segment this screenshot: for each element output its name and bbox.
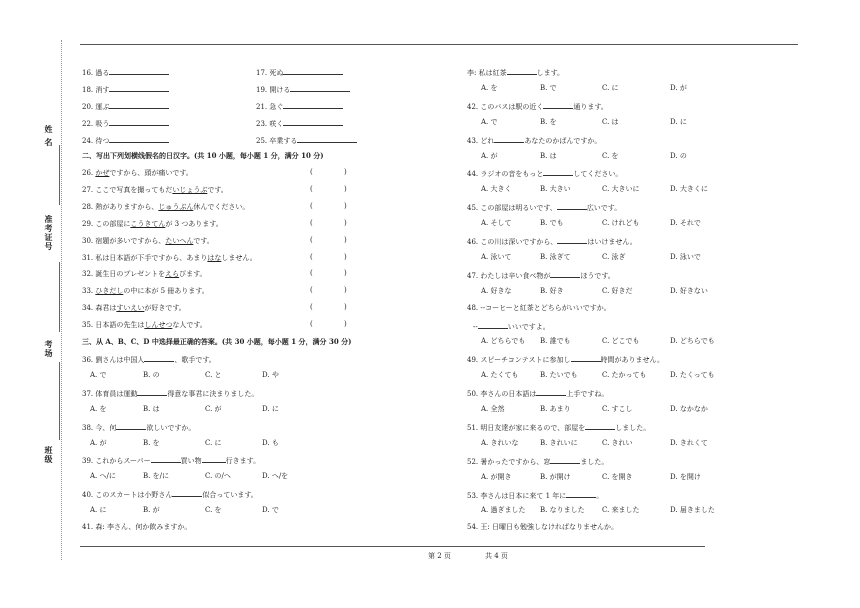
page-total: 共 4 页 [485, 552, 508, 560]
answer-option[interactable]: C. 好きだ [602, 286, 633, 295]
answer-option[interactable]: C. どこでも [602, 337, 640, 346]
answer-option[interactable]: A. を [481, 83, 498, 92]
paren-open: ( [310, 286, 313, 295]
answer-option[interactable]: B. は [540, 151, 557, 160]
underlined-kana: しんせつ [144, 321, 173, 330]
answer-blank[interactable] [550, 455, 580, 464]
answer-option[interactable]: C. きれい [602, 438, 633, 447]
vocab-item [82, 100, 169, 112]
answer-blank[interactable] [144, 353, 174, 362]
answer-option[interactable]: D. へ/を [262, 472, 289, 481]
answer-option[interactable]: B. で [540, 83, 557, 92]
answer-option[interactable]: A. で [90, 370, 107, 379]
question-text: はいけません。 [587, 238, 637, 246]
vocab-word: 23. 咲く [256, 119, 284, 128]
answer-option[interactable]: D. たくっても [670, 371, 715, 380]
vocab-item [82, 134, 169, 146]
question-text: 欲しいですか。 [146, 423, 196, 432]
exam-room-label: 考场 [44, 340, 54, 358]
answer-option[interactable]: B. が開け [540, 472, 571, 481]
question-text: 30. 宿題が多いですから、 [82, 236, 166, 245]
kanji-question [82, 219, 223, 229]
paren-open: ( [310, 303, 313, 312]
paren-open: ( [310, 252, 313, 261]
section2-header: 二、写出下列划横线假名的日汉字。(共 10 小题，每小题 1 分，满分 10 分) [82, 151, 324, 160]
question-text: しません。 [221, 253, 257, 262]
question-stem [467, 421, 650, 433]
underlined-kana: いじょうぶ [172, 185, 208, 194]
answer-blank[interactable] [290, 83, 350, 92]
answer-option[interactable]: C. に [205, 438, 222, 447]
answer-option[interactable]: B. の [143, 370, 160, 379]
question-stem [82, 353, 216, 365]
answer-blank[interactable] [137, 387, 167, 396]
question-text: の中に本が 5 冊あります。 [123, 287, 209, 296]
exam-room-field [59, 362, 60, 440]
exam-id-label: 准考证号 [44, 215, 54, 251]
answer-option[interactable]: C. の/へ [205, 472, 231, 481]
question-text: 51. 明日友達が家に来るので、部屋を [467, 423, 586, 432]
vocab-word: 22. 吸う [82, 119, 110, 128]
answer-blank[interactable] [478, 320, 508, 329]
vocab-word: 18. 消す [82, 85, 110, 94]
answer-blank[interactable] [109, 100, 169, 109]
answer-blank[interactable] [543, 167, 573, 176]
question-text: 46. この川は深いですから、 [467, 238, 558, 246]
question-text: 上手ですね。 [566, 390, 609, 399]
question-text: 41. 森: 李さん、何か飲みますか。 [82, 523, 192, 531]
answer-option[interactable]: C. すこし [602, 405, 633, 413]
answer-option[interactable]: B. を/に [143, 472, 169, 481]
exam-id-field [59, 262, 60, 332]
question-stem [82, 387, 258, 399]
answer-option[interactable]: D. どちらでも [670, 337, 715, 346]
answer-option[interactable]: A. きれいな [481, 438, 519, 447]
kanji-question [82, 303, 186, 313]
answer-option[interactable]: A. 全然 [481, 405, 505, 413]
question-text: 37. 体育員は運動 [82, 389, 138, 398]
question-stem [467, 167, 622, 179]
paren-close: ) [344, 303, 347, 312]
paren-close: ) [344, 201, 347, 210]
question-stem [467, 387, 608, 399]
question-text: 、歌手です。 [174, 356, 216, 364]
kanji-question [82, 320, 207, 330]
underlined-kana: すいえい [116, 304, 145, 313]
answer-blank[interactable] [151, 454, 181, 463]
question-text: 36. 劉さんは中国人 [82, 356, 145, 364]
vocab-item [256, 66, 343, 78]
kanji-question [82, 253, 257, 263]
question-stem [82, 522, 191, 532]
question-text: -- [473, 322, 478, 331]
answer-option[interactable]: C. 泳ぎ [602, 252, 626, 261]
answer-option[interactable]: B. 好き [540, 286, 564, 295]
paren-close: ) [344, 235, 347, 244]
answer-option[interactable]: A. どちらでも [481, 337, 526, 346]
vocab-item [256, 83, 350, 95]
answer-blank[interactable] [494, 134, 524, 143]
question-text: 26. [82, 169, 96, 177]
vocab-word: 17. 死ぬ [256, 69, 284, 77]
answer-option[interactable]: D. 大きくに [670, 185, 708, 194]
question-stem [467, 353, 664, 365]
question-text: 34. 森君は [82, 304, 117, 313]
vocab-word: 24. 待つ [82, 136, 110, 145]
paren-open: ( [310, 201, 313, 210]
paren-close: ) [344, 320, 347, 329]
question-text: です。 [193, 236, 214, 245]
answer-blank[interactable] [557, 235, 587, 244]
question-text: 李: 私は紅茶 [467, 69, 507, 77]
answer-option[interactable]: B. は [143, 404, 160, 413]
answer-option[interactable]: C. を開き [602, 472, 633, 481]
question-text: が好きです。 [144, 304, 186, 313]
paren-open: ( [310, 168, 313, 176]
question-text: 35. 日本語の先生は [82, 321, 145, 330]
answer-option[interactable]: A. で [481, 117, 498, 126]
vocab-word: 20. 運ぶ [82, 102, 110, 111]
question-text: 32. 誕生日のプレゼントを [82, 270, 166, 279]
answer-option[interactable]: B. 泳ぎて [540, 252, 571, 261]
answer-blank[interactable] [109, 83, 169, 92]
paren-open: ( [310, 218, 313, 227]
answer-option[interactable]: A. 泳いて [481, 252, 512, 261]
question-text: 43. どれ [467, 136, 495, 145]
answer-option[interactable]: A. に [90, 506, 107, 515]
paren-open: ( [310, 269, 313, 278]
question-text: 54. 王: 日曜日も勉強しなければなりませんか。 [467, 523, 618, 532]
question-stem [467, 455, 608, 467]
answer-option[interactable]: D. が [670, 83, 687, 92]
question-stem [467, 489, 603, 501]
question-text: 広いです。 [586, 204, 622, 213]
question-text: 休んでください。 [193, 202, 250, 211]
paren-close: ) [344, 168, 347, 176]
answer-option[interactable]: C. と [205, 370, 222, 379]
answer-blank[interactable] [566, 489, 596, 498]
question-text: 買い物 [180, 457, 202, 466]
answer-option[interactable]: B. あまり [540, 405, 571, 413]
answer-option[interactable]: D. きれくて [670, 438, 708, 447]
answer-blank[interactable] [507, 66, 537, 75]
answer-option[interactable]: D. 泳いで [670, 252, 701, 261]
question-text: です。 [207, 185, 228, 194]
question-text: 時間がありません。 [600, 356, 664, 365]
question-text: ました。 [580, 457, 609, 466]
question-text: 行きます。 [225, 457, 261, 466]
question-text: 33. [82, 287, 96, 296]
answer-blank[interactable] [172, 488, 202, 497]
answer-option[interactable]: A. が [481, 151, 498, 160]
question-text: 52. 暑かったですから、窓 [467, 457, 551, 466]
question-text: 似合っています。 [202, 491, 258, 500]
underlined-kana: かぜ [95, 169, 110, 177]
paren-close: ) [344, 269, 347, 278]
answer-option[interactable]: A. 過ぎました [481, 506, 526, 515]
answer-option[interactable]: C. を [602, 151, 619, 160]
question-stem [82, 421, 195, 433]
answer-option[interactable]: D. も [262, 438, 279, 447]
question-text: 31. 私は日本語が下手ですから、あまり [82, 253, 208, 262]
answer-option[interactable]: B. を [540, 117, 557, 126]
question-stem [467, 269, 615, 281]
question-text: 40. このスカートは小野さん [82, 491, 173, 500]
answer-option[interactable]: D. で [262, 506, 279, 515]
answer-option[interactable]: B. きれいに [540, 438, 578, 447]
answer-option[interactable]: D. なかなか [670, 405, 708, 413]
question-stem [467, 201, 621, 213]
answer-option[interactable]: D. を開け [670, 472, 701, 481]
answer-blank[interactable] [109, 117, 169, 126]
question-text: ですから、頭が痛いです。 [109, 169, 193, 177]
top-rule [80, 44, 798, 45]
question-text: 通ります。 [573, 102, 608, 111]
answer-option[interactable]: D. の [670, 151, 687, 160]
answer-blank[interactable] [283, 66, 343, 75]
question-text: ほうです。 [580, 271, 615, 280]
kanji-question [82, 236, 214, 246]
question-text: 42. このバスは駅の近く [467, 102, 544, 111]
paren-open: ( [310, 235, 313, 244]
question-text: が 3 つあります。 [165, 219, 223, 228]
question-stem [467, 522, 618, 532]
question-text: 50. 李さんの日本語は [467, 390, 537, 399]
question-stem [467, 100, 608, 112]
underlined-kana: ひきだし [95, 287, 124, 296]
question-stem [82, 454, 260, 466]
paren-close: ) [344, 286, 347, 295]
answer-blank[interactable] [550, 269, 580, 278]
answer-option[interactable]: D. それで [670, 219, 701, 228]
question-text: 39. これからスーパー [82, 457, 151, 466]
question-text: してください。 [573, 170, 623, 179]
question-text: します。 [536, 69, 565, 77]
question-stem [82, 488, 258, 500]
name-field [59, 145, 60, 205]
answer-option[interactable]: D. に [262, 404, 279, 413]
kanji-question [82, 185, 228, 195]
kanji-question [82, 269, 207, 279]
vocab-item [82, 66, 169, 78]
binding-line [61, 40, 62, 560]
question-text: 48. --コーヒーと紅茶とどちらがいいですか。 [467, 303, 611, 312]
answer-blank[interactable] [109, 134, 169, 143]
answer-option[interactable]: D. や [262, 370, 279, 379]
paren-close: ) [344, 184, 347, 193]
vocab-item [256, 100, 343, 112]
paren-open: ( [310, 320, 313, 329]
answer-option[interactable]: C. は [602, 117, 619, 126]
question-text: 49. スピーチコンテストに参加し [467, 356, 571, 365]
answer-option[interactable]: A. 大きく [481, 185, 512, 194]
question-text: 44. ラジオの音をもっと [467, 170, 544, 179]
answer-option[interactable]: B. でも [540, 219, 564, 228]
paren-close: ) [344, 252, 347, 261]
answer-option[interactable]: C. に [602, 83, 619, 92]
answer-blank[interactable] [202, 454, 226, 463]
answer-blank[interactable] [557, 201, 587, 210]
name-label: 姓 名 [44, 125, 54, 147]
bottom-rule [80, 546, 705, 547]
underlined-kana: じゅうぶん [158, 202, 194, 211]
underlined-kana: えら [165, 270, 180, 279]
answer-blank[interactable] [571, 353, 601, 362]
question-text: 得意な事君に決まりました。 [167, 389, 259, 398]
answer-option[interactable]: B. を [143, 438, 160, 447]
answer-option[interactable]: A. を [90, 404, 107, 413]
underlined-kana: こうきてん [130, 219, 166, 228]
answer-option[interactable]: C. を [205, 506, 222, 515]
answer-option[interactable]: A. たくても [481, 371, 519, 380]
vocab-item [256, 134, 357, 146]
question-stem [467, 235, 637, 247]
answer-blank[interactable] [543, 100, 573, 109]
question-text: 。 [596, 491, 604, 500]
question-text: な人です。 [172, 321, 207, 330]
answer-option[interactable]: B. が [143, 506, 160, 515]
question-stem-line2 [473, 320, 550, 332]
paren-open: ( [310, 184, 313, 193]
answer-option[interactable]: D. 届きました [670, 506, 715, 515]
kanji-question [82, 286, 209, 296]
kanji-question [82, 202, 249, 212]
answer-option[interactable]: C. けれども [602, 219, 640, 228]
answer-option[interactable]: D. に [670, 117, 687, 126]
vocab-item [256, 117, 343, 129]
question-text: 29. この部屋に [82, 219, 131, 228]
answer-blank[interactable] [283, 117, 343, 126]
answer-option[interactable]: C. 大きいに [602, 185, 640, 194]
vocab-word: 21. 急ぐ [256, 102, 284, 111]
answer-option[interactable]: C. たかっても [602, 371, 647, 380]
question-stem [467, 66, 564, 78]
vocab-word: 16. 過る [82, 69, 110, 77]
vocab-item [82, 83, 169, 95]
answer-option[interactable]: B. なりました [540, 506, 585, 515]
page-number: 第 2 页 [428, 552, 451, 560]
kanji-question [82, 168, 193, 178]
answer-option[interactable]: C. 来ました [602, 506, 640, 515]
answer-option[interactable]: B. たいでも [540, 371, 578, 380]
answer-option[interactable]: B. 大きい [540, 185, 571, 194]
answer-blank[interactable] [109, 66, 169, 75]
question-stem [467, 303, 611, 313]
answer-option[interactable]: A. が開き [481, 472, 512, 481]
class-label: 班级 [44, 446, 54, 464]
question-text: いいですよ。 [507, 322, 550, 331]
answer-option[interactable]: A. が [90, 438, 107, 447]
answer-blank[interactable] [297, 134, 357, 143]
answer-blank[interactable] [283, 100, 343, 109]
answer-option[interactable]: D. 好きない [670, 286, 708, 295]
question-text: 27. ここで写真を撮ってもだ [82, 185, 173, 194]
answer-option[interactable]: B. 誰でも [540, 337, 571, 346]
paren-close: ) [344, 218, 347, 227]
question-text: しました。 [615, 423, 651, 432]
vocab-word: 25. 卒業する [256, 136, 298, 145]
answer-option[interactable]: A. 好きな [481, 286, 512, 295]
answer-blank[interactable] [116, 421, 146, 430]
vocab-item [82, 117, 169, 129]
answer-option[interactable]: A. へ/に [90, 472, 116, 481]
answer-blank[interactable] [585, 421, 615, 430]
section3-header: 三、从 A、B、C、D 中选择最正确的答案。(共 30 小题，每小题 1 分，满分 30 分) [82, 337, 352, 346]
question-text: 47. わたしは辛い食べ物が [467, 271, 551, 280]
answer-option[interactable]: A. そして [481, 219, 512, 228]
vocab-word: 19. 開ける [256, 85, 291, 94]
question-text: あなたのかばんですか。 [524, 136, 602, 145]
question-text: 38. 今、何 [82, 423, 117, 432]
question-text: びます。 [179, 270, 207, 279]
question-stem [467, 134, 601, 146]
answer-option[interactable]: C. が [205, 404, 222, 413]
answer-blank[interactable] [536, 387, 566, 396]
question-text: 28. 熱がありますから、 [82, 202, 159, 211]
underlined-kana: はな [207, 253, 222, 262]
question-text: 45. この部屋は明るいです、 [467, 204, 557, 213]
underlined-kana: たいへん [165, 236, 194, 245]
question-text: 53. 李さんは日本に来て 1 年に [467, 491, 567, 500]
